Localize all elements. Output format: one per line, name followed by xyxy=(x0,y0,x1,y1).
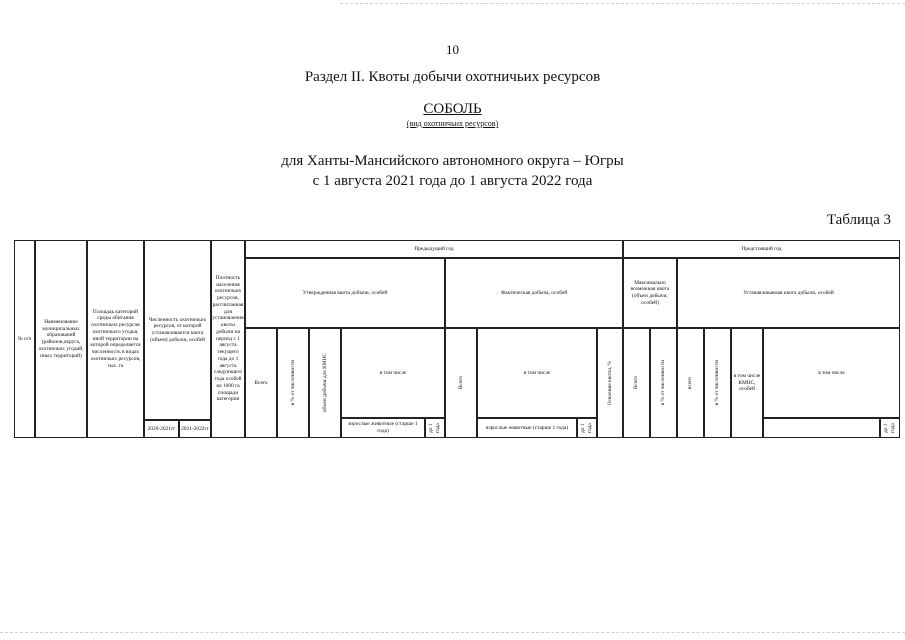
species-name: СОБОЛЬ xyxy=(423,101,482,117)
header-habitat-area: Площадь категорий среды обитания охотничьих ресурсов охотничьего угодья, иной территории на которой определяется численность в видах охотничьих ресурсов, тыс. га xyxy=(87,240,144,438)
header-prev-approved-pct: в % от численности xyxy=(277,328,309,438)
header-next-year: Предстоящий год xyxy=(623,240,900,258)
header-prev-approved-adult: взрослые животные (старше 1 года) xyxy=(341,418,425,438)
page-number: 10 xyxy=(446,42,459,57)
table-label: Таблица 3 xyxy=(826,212,891,228)
scan-artifact-top xyxy=(340,3,905,4)
header-population: Численность охотничьих ресурсов, от которой устанавливается квота (объем) добычи, особей xyxy=(144,240,211,420)
header-prev-actual-harvest: Фактическая добыча, особей xyxy=(445,258,623,328)
header-prev-kmns: объем добычи для КМНС xyxy=(309,328,341,438)
header-previous-year: Предыдущий год xyxy=(245,240,623,258)
header-prev-approved-total: Всего xyxy=(245,328,277,438)
header-set-quota-including: в том числе xyxy=(763,328,900,418)
header-set-quota-under-1: до 1 года xyxy=(880,418,900,438)
quota-table xyxy=(14,240,900,438)
header-set-quota-total: всего xyxy=(677,328,704,438)
header-population-density: Плотность населения охотничьих ресурсов, рассчитанная для установления квоты добычи на период с 1 августа текущего года до 1 августа следующего года особей на 1000 га площади категории xyxy=(211,240,245,438)
header-set-quota-pct: в % от численности xyxy=(704,328,731,438)
header-prev-approved-including: в том числе xyxy=(341,328,445,418)
species-note: (вид охотничьих ресурсов) xyxy=(406,119,499,128)
region-line-1: для Ханты-Мансийского автономного округа – Югры xyxy=(281,153,624,169)
header-max-possible-quota: Максимально возможная квота (объем добычи, особей) xyxy=(623,258,677,328)
header-prev-actual-including: в том числе xyxy=(477,328,597,418)
header-prev-approved-quota: Утвержденная квота добычи, особей xyxy=(245,258,445,328)
header-max-quota-total: Всего xyxy=(623,328,650,438)
header-set-quota-kmns: в том числе КМНС, особей xyxy=(731,328,763,438)
header-set-quota: Устанавливаемая квота добычи, особей xyxy=(677,258,900,328)
header-prev-actual-adult: взрослые животные (старше 1 года) xyxy=(477,418,577,438)
header-quota-used-pct: Освоение квоты, % xyxy=(597,328,623,438)
region-line-2: с 1 августа 2021 года до 1 августа 2022 года xyxy=(312,173,593,189)
header-prev-actual-under-1: до 1 года xyxy=(577,418,597,438)
header-prev-actual-total: Всего xyxy=(445,328,477,438)
header-set-quota-adult xyxy=(763,418,880,438)
header-max-quota-pct: в % от численности xyxy=(650,328,677,438)
scan-artifact-bottom xyxy=(0,632,905,633)
header-population-2021: 2021-2022гг xyxy=(179,420,211,438)
header-row-number: № п/п xyxy=(14,240,35,438)
header-municipality: Наименование муниципальных образований (районов,округа, охотничьих угодий, иных территорий) xyxy=(35,240,87,438)
header-prev-approved-under-1: до 1 года xyxy=(425,418,445,438)
header-population-2020: 2020-2021гг xyxy=(144,420,179,438)
section-title: Раздел II. Квоты добычи охотничьих ресурсов xyxy=(304,69,601,85)
